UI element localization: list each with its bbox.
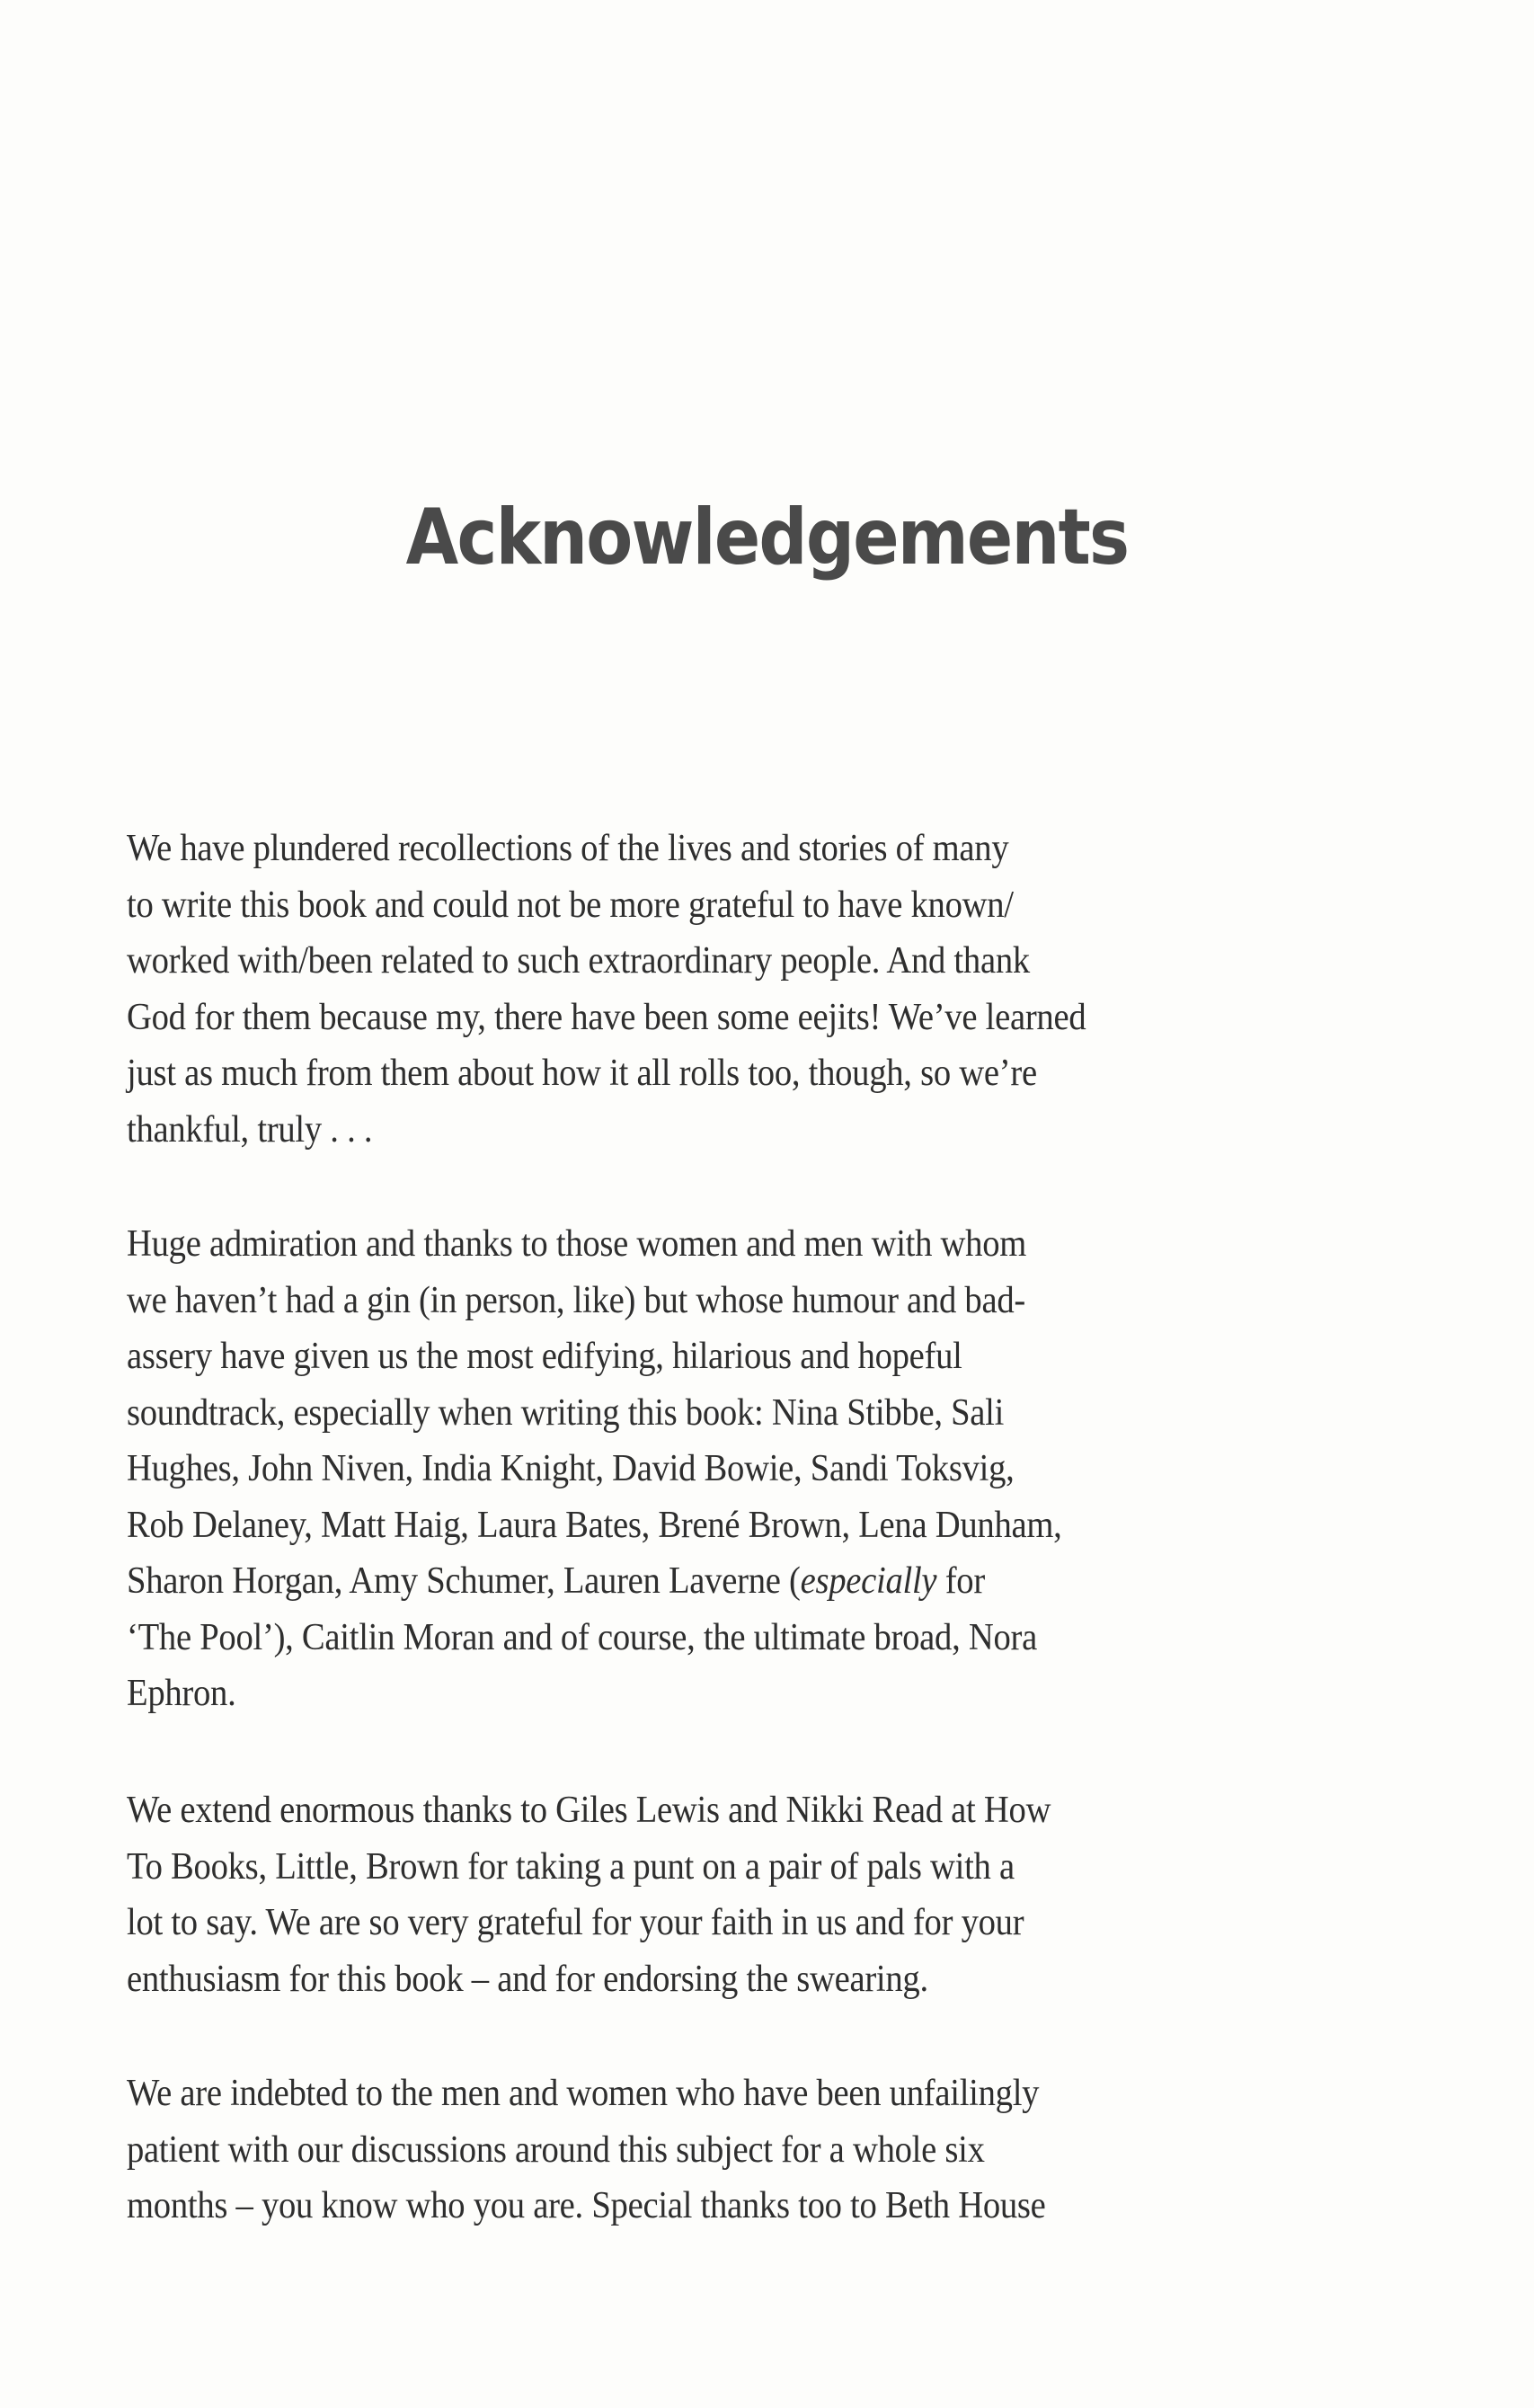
text-line: to write this book and could not be more grateful to have known/ — [127, 884, 1014, 926]
text-line: ‘The Pool’), Caitlin Moran and of course, the ultimate broad, Nora — [127, 1616, 1037, 1658]
text-line: soundtrack, especially when writing this book: Nina Stibbe, Sali — [127, 1391, 1005, 1434]
text-line: assery have given us the most edifying, hilarious and hopeful — [127, 1336, 962, 1377]
text-line: Ephron. — [127, 1673, 236, 1714]
text-line: We are indebted to the men and women who have been unfailingly — [127, 2073, 1040, 2114]
text-line: thankful, truly . . . — [127, 1108, 373, 1151]
text-line: we haven’t had a gin (in person, like) but whose humour and bad- — [127, 1279, 1025, 1321]
text-line: To Books, Little, Brown for taking a punt on a pair of pals with a — [127, 1845, 1015, 1888]
paragraph-publisher-thanks — [127, 1782, 1403, 2007]
text-segment: Sharon Horgan, Amy Schumer, Lauren Laverne ( — [127, 1560, 801, 1602]
text-line: just as much from them about how it all rolls too, though, so we’re — [127, 1053, 1037, 1094]
italic-emphasis: especially — [800, 1560, 937, 1602]
text-line: Rob Delaney, Matt Haig, Laura Bates, Brené Brown, Lena Dunham, — [127, 1504, 1062, 1546]
page-title: Acknowledgements — [405, 493, 1129, 582]
text-line: patient with our discussions around this subject for a whole six — [127, 2128, 985, 2171]
text-line: enthusiasm for this book – and for endorsing the swearing. — [127, 1958, 928, 2000]
paragraph-indebted — [127, 2066, 1403, 2235]
text-line: Huge admiration and thanks to those women and men with whom — [127, 1223, 1027, 1265]
text-line: We have plundered recollections of the lives and stories of many — [127, 828, 1009, 869]
text-line: Hughes, John Niven, India Knight, David Bowie, Sandi Toksvig, — [127, 1448, 1015, 1489]
paragraph-recollections — [127, 821, 1403, 1158]
text-line: months – you know who you are. Special thanks too to Beth House — [127, 2185, 1046, 2226]
text-segment: for — [936, 1560, 985, 1602]
text-line — [127, 1553, 1300, 1610]
text-line: worked with/been related to such extraordinary people. And thank — [127, 940, 1030, 982]
text-line: God for them because my, there have been some eejits! We’ve learned — [127, 996, 1086, 1038]
text-line: lot to say. We are so very grateful for your faith in us and for your — [127, 1902, 1024, 1943]
text-line: We extend enormous thanks to Giles Lewis and Nikki Read at How — [127, 1790, 1051, 1831]
paragraph-admiration — [127, 1216, 1403, 1722]
